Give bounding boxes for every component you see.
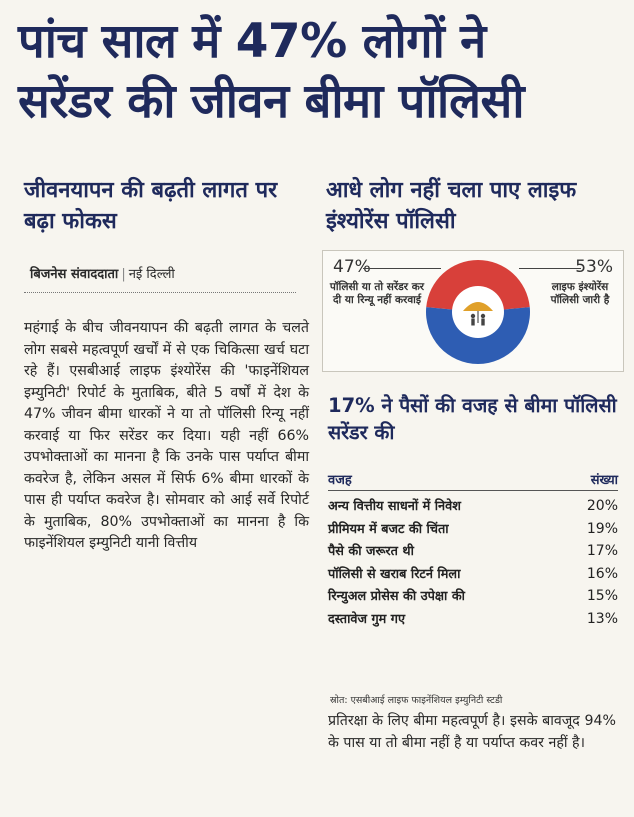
right-caption: लाइफ इंश्योरेंस पॉलिसी जारी है [550, 281, 610, 306]
reasons-table [328, 470, 618, 631]
table-row [328, 609, 618, 632]
row-value: 19% [586, 520, 618, 537]
table-row [328, 564, 618, 587]
left-percentage: 47% [333, 257, 371, 277]
headline-line-2: सरेंडर की जीवन बीमा पॉलिसी [18, 74, 524, 129]
row-reason: प्रीमियम में बजट की चिंता [328, 521, 449, 537]
headline-line-1: पांच साल में 47% लोगों ने [18, 14, 486, 69]
table-row [328, 541, 618, 564]
row-value: 17% [586, 543, 618, 559]
table-row [328, 496, 618, 519]
column-reason: वजह [328, 473, 352, 488]
row-reason: पैसे की जरूरत थी [328, 544, 414, 559]
right-leader-line [519, 268, 581, 269]
byline [30, 264, 292, 282]
article-body: महंगाई के बीच जीवनयापन की बढ़ती लागत के चलते लोग सबसे महत्वपूर्ण खर्चों में से एक चिकित्सा खर्च घटा रहे हैं। एसबीआई लाइफ इंश्योरेंस की 'फाइनेंशियल इम्युनिटी' रिपोर्ट के मुताबिक, बीते 5 वर्षों में देश के 47% जीवन बीमा धारकों ने या तो पॉलिसी रिन्यू नहीं करवाई या फिर सरेंडर कर दिया। यही नहीं 66% उपभोक्ताओं का मानना है कि उनके पास पर्याप्त बीमा कवरेज है, लेकिन असल में सिर्फ 6% बीमा धारकों के पास ही पर्याप्त कवरेज है। सोमवार को आई सर्वे रिपोर्ट के मुताबिक, 80% उपभोक्ताओं का मानना है कि फाइनेंशियल इम्युनिटी यानी वित्तीय [24, 320, 309, 551]
column-count: संख्या [590, 473, 618, 488]
byline-location: नई दिल्ली [128, 267, 175, 282]
table-row [328, 586, 618, 609]
row-value: 20% [586, 498, 618, 514]
right-subheading: आधे लोग नहीं चला पाए लाइफ इंश्योरेंस पॉलिसी [326, 178, 577, 234]
row-reason: दस्तावेज गुम गए [328, 611, 406, 627]
donut-chart [423, 257, 533, 367]
left-caption: पॉलिसी या तो सरेंडर कर दी या रिन्यू नहीं करवाई [329, 281, 425, 306]
table-title: 17% ने पैसों की वजह से बीमा पॉलिसी सरेंडर की [328, 394, 617, 444]
row-value: 13% [586, 610, 618, 627]
table-row [328, 519, 618, 542]
row-value: 15% [586, 588, 618, 604]
closing-note: प्रतिरक्षा के लिए बीमा महत्वपूर्ण है। इसके बावजूद 94% के पास या तो बीमा नहीं है या पर्याप्त कवर नहीं है। [328, 713, 616, 751]
row-reason: अन्य वित्तीय साधनों में निवेश [328, 499, 461, 514]
table-header [328, 470, 618, 491]
row-reason: पॉलिसी से खराब रिटर्न मिला [328, 566, 461, 582]
right-percentage: 53% [575, 257, 613, 277]
left-subheading: जीवनयापन की बढ़ती लागत पर बढ़ा फोकस [24, 178, 278, 234]
dotted-divider [24, 292, 296, 293]
source-credit: स्रोत: एसबीआई लाइफ फाइनेंशियल इम्युनिटी स्टडी [330, 695, 503, 706]
row-reason: रिन्युअल प्रोसेस की उपेक्षा की [328, 589, 465, 604]
byline-reporter: बिजनेस संवाददाता [30, 267, 119, 282]
pie-infographic [322, 250, 624, 372]
byline-separator: | [121, 267, 126, 282]
headline [18, 12, 618, 132]
row-value: 16% [586, 565, 618, 582]
